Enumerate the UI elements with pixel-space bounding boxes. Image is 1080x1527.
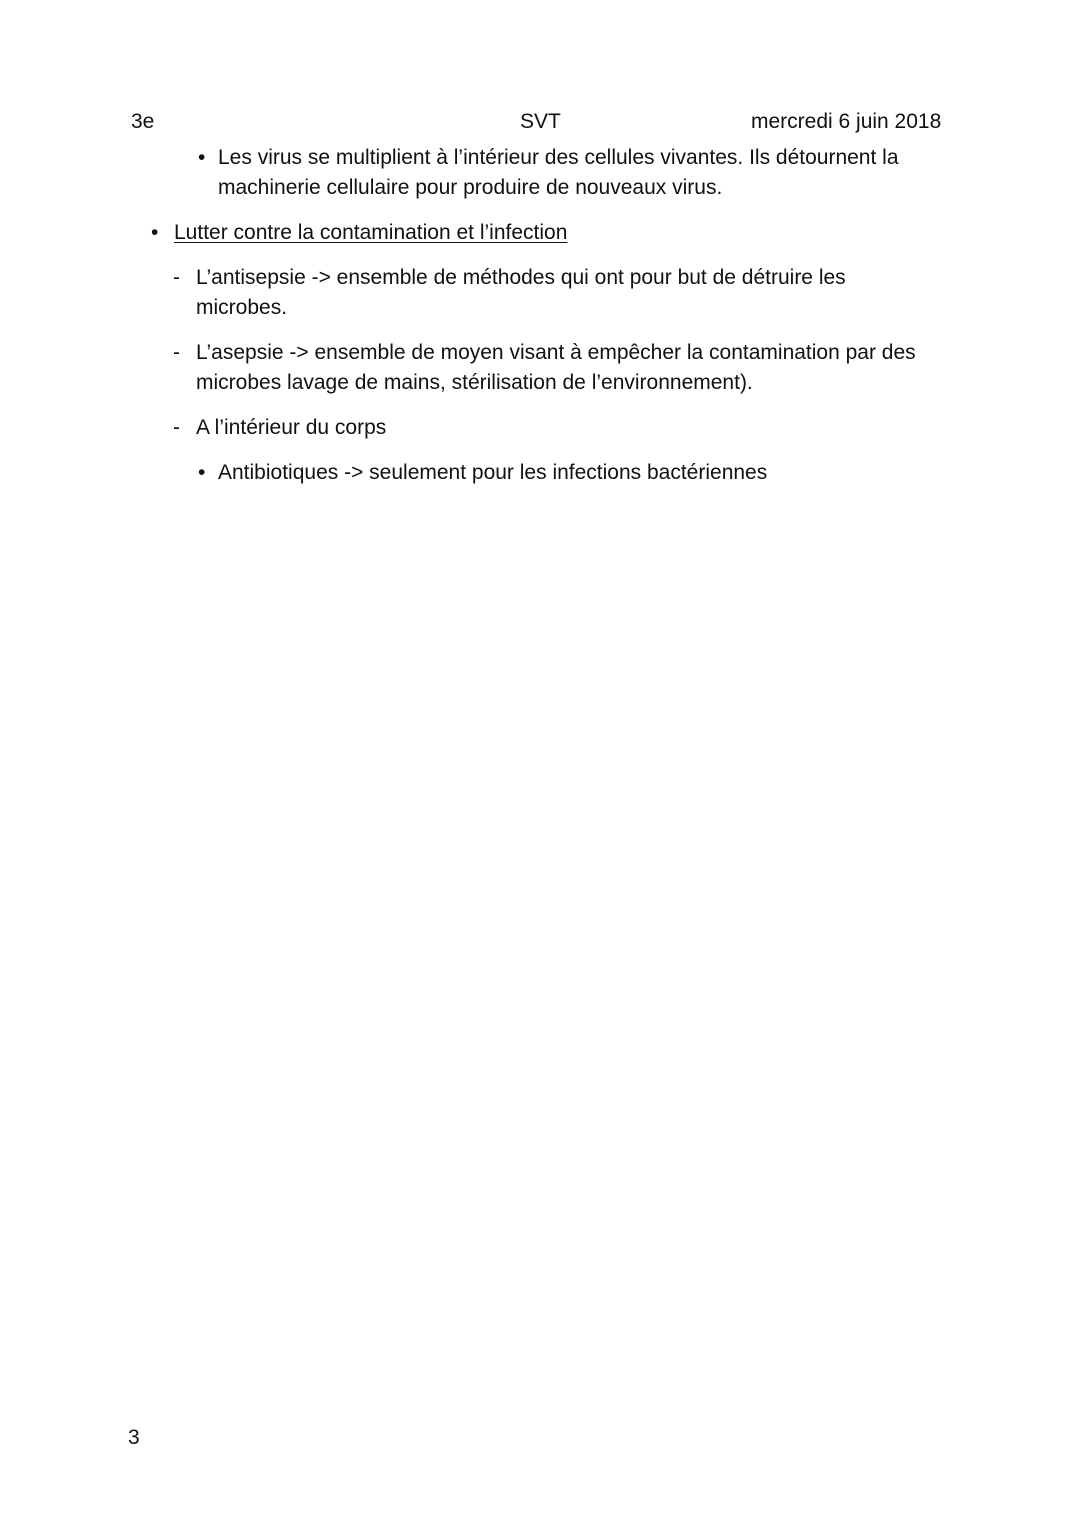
antibiotiques-text: Antibiotiques -> seulement pour les infections bactériennes [218,461,768,484]
header-date: mercredi 6 juin 2018 [751,110,942,133]
virus-text: Les virus se multiplient à l’intérieur des cellules vivantes. Ils détournent la machinerie cellulaire pour produire de nouveaux virus. [218,146,899,199]
bullet-marker: • [198,461,206,484]
dash-marker: - [173,266,180,289]
bullet-marker: • [151,221,159,244]
page-number: 3 [128,1426,140,1449]
bullet-marker: • [198,146,206,169]
asepsie-text: L’asepsie -> ensemble de moyen visant à empêcher la contamination par des microbes lavage de mains, stérilisation de l’environnement). [196,341,916,394]
antisepsie-text: L’antisepsie -> ensemble de méthodes qui ont pour but de détruire les microbes. [196,266,846,319]
list-item-interieur-corps [173,413,916,443]
list-item-asepsie [173,338,954,398]
header-class-label: 3e [131,110,155,133]
list-item-antisepsie [173,263,916,323]
list-item-antibiotiques [198,458,938,488]
section-heading-block [151,218,934,248]
header-subject: SVT [520,110,561,133]
dash-marker: - [173,341,180,364]
section-heading: Lutter contre la contamination et l’infection [174,221,568,244]
list-item-virus [198,143,948,203]
dash-marker: - [173,416,180,439]
interieur-corps-text: A l’intérieur du corps [196,416,387,439]
